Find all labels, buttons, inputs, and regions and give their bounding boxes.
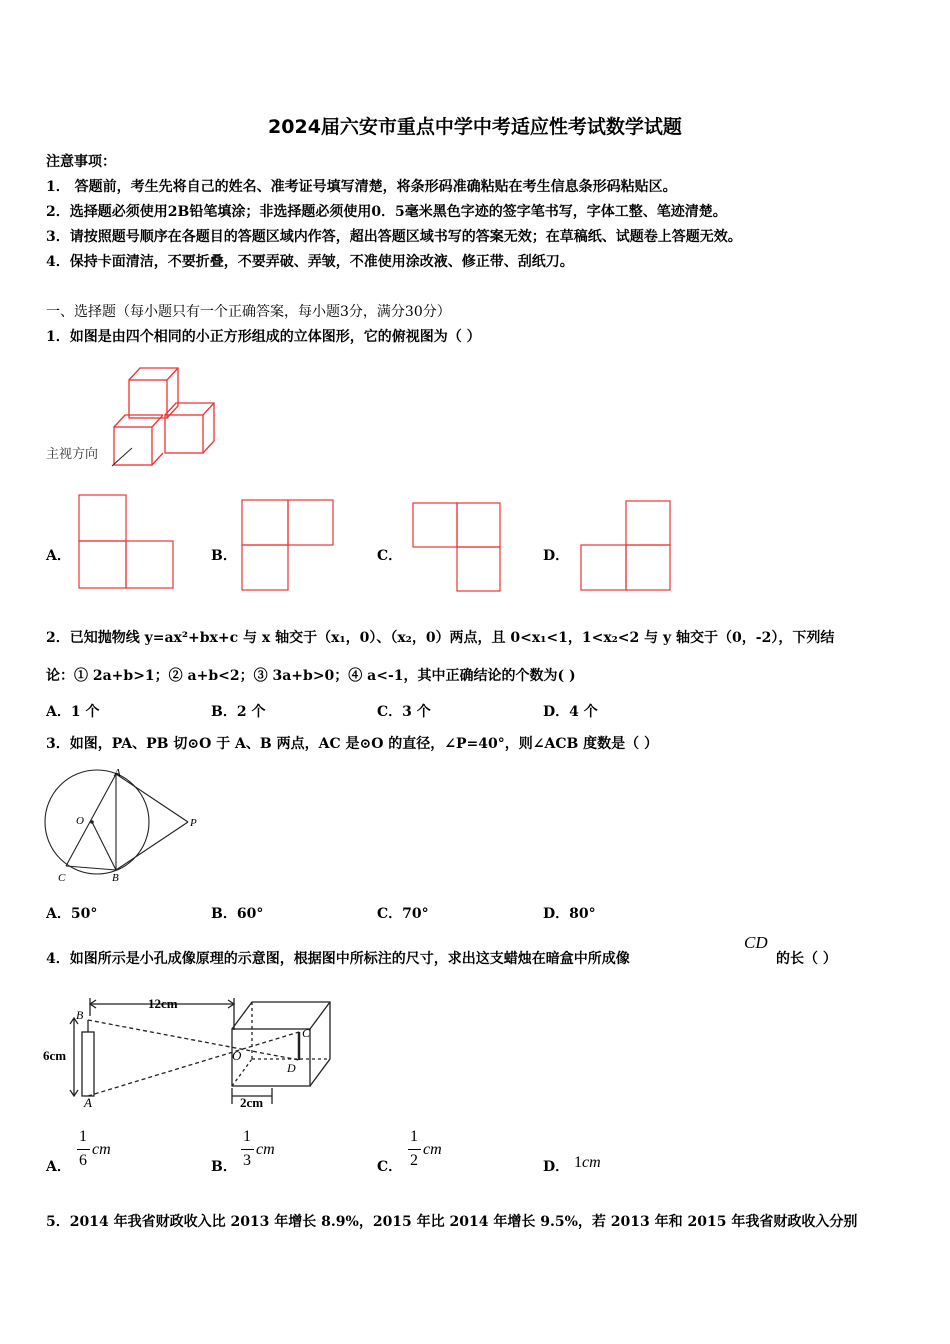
pinhole-figure xyxy=(40,992,330,1114)
label-d: D xyxy=(287,1061,296,1075)
option-b-figure xyxy=(241,499,336,593)
notice-item: 2．选择题必须使用2B铅笔填涂；非选择题必须使用0．5毫米黑色字迹的签字笔书写，字体工整、笔迹清楚。 xyxy=(46,204,727,220)
circle-tangent-figure xyxy=(40,764,210,889)
question-4-stem-a: 4．如图所示是小孔成像原理的示意图，根据图中所标注的尺寸，求出这支蜡烛在暗盒中所成像 xyxy=(46,951,630,967)
option-a: A． xyxy=(46,1159,71,1175)
label-o: O xyxy=(76,815,84,827)
notice-heading: 注意事项： xyxy=(46,154,116,170)
option-c: C．3 个 xyxy=(377,704,431,720)
option-b-unit: cm xyxy=(256,1141,275,1158)
option-d-figure xyxy=(580,500,674,594)
option-d: D．4 个 xyxy=(543,704,598,720)
option-d-unit: cm xyxy=(582,1154,601,1171)
option-a-figure xyxy=(78,494,178,590)
question-4-stem xyxy=(46,949,630,969)
view-direction-label: 主视方向 xyxy=(46,447,99,462)
option-c: C． xyxy=(377,548,403,564)
option-b-denominator: 3 xyxy=(243,1152,251,1169)
fraction-bar xyxy=(241,1149,254,1150)
cube-figure xyxy=(40,360,230,480)
section-heading: 一、选择题（每小题只有一个正确答案，每小题3分，满分30分） xyxy=(46,304,451,320)
label-c: C xyxy=(58,872,66,884)
option-d: D． xyxy=(543,548,570,564)
label-a: A xyxy=(114,767,121,779)
option-a: A．50° xyxy=(46,906,98,922)
option-c-figure xyxy=(412,502,504,594)
option-a: A．1 个 xyxy=(46,704,100,720)
option-a-numerator: 1 xyxy=(79,1128,87,1145)
fraction-bar xyxy=(408,1149,421,1150)
label-p: P xyxy=(190,817,197,829)
dim-2cm: 2cm xyxy=(240,1095,264,1110)
option-d: D． xyxy=(543,1159,570,1175)
option-c: C． xyxy=(377,1159,403,1175)
option-d-number: 1 xyxy=(574,1154,582,1171)
option-b: B．2 个 xyxy=(211,704,266,720)
option-c-unit: cm xyxy=(423,1141,442,1158)
label-o: O xyxy=(232,1048,242,1063)
option-d: D．80° xyxy=(543,906,596,922)
option-b: B．60° xyxy=(211,906,264,922)
option-d-value xyxy=(574,1154,601,1172)
label-a: A xyxy=(84,1095,92,1110)
question-2-line-1: 2．已知抛物线 y=ax²+bx+c 与 x 轴交于（x₁，0）、（x₂，0）两点，且 0<x₁<1，1<x₂<2 与 y 轴交于（0，-2），下列结 xyxy=(46,630,835,646)
notice-item: 4．保持卡面清洁，不要折叠，不要弄破、弄皱，不准使用涂改液、修正带、刮纸刀。 xyxy=(46,254,574,270)
notice-item: 1． 答题前，考生先将自己的姓名、准考证号填写清楚，将条形码准确粘贴在考生信息条形码粘贴区。 xyxy=(46,179,677,195)
option-c: C．70° xyxy=(377,906,429,922)
option-a-denominator: 6 xyxy=(79,1152,87,1169)
option-b: B． xyxy=(211,548,237,564)
dim-12cm: 12cm xyxy=(148,996,178,1011)
question-2-line-2: 论：① 2a+b>1；② a+b<2；③ 3a+b>0；④ a<-1，其中正确结论的个数为( ) xyxy=(46,668,576,684)
label-b: B xyxy=(76,1008,84,1022)
option-a-unit: cm xyxy=(92,1141,111,1158)
label-c: C xyxy=(302,1026,311,1040)
option-b: B． xyxy=(211,1159,237,1175)
page-title: 2024届六安市重点中学中考适应性考试数学试题 xyxy=(268,116,682,138)
label-b: B xyxy=(112,872,119,884)
fraction-bar xyxy=(77,1149,90,1150)
notice-item: 3．请按照题号顺序在各题目的答题区域内作答，超出答题区域书写的答案无效；在草稿纸、试题卷上答题无效。 xyxy=(46,229,742,245)
option-c-numerator: 1 xyxy=(410,1128,418,1145)
question-1-stem: 1．如图是由四个相同的小正方形组成的立体图形，它的俯视图为（ ） xyxy=(46,329,481,345)
question-5-stem: 5．2014 年我省财政收入比 2013 年增长 8.9%，2015 年比 2014 年增长 9.5%，若 2013 年和 2015 年我省财政收入分别 xyxy=(46,1214,858,1230)
option-b-numerator: 1 xyxy=(243,1128,251,1145)
option-c-denominator: 2 xyxy=(410,1152,418,1169)
cd-math: CD xyxy=(744,933,768,952)
question-4-stem-b: 的长（ ） xyxy=(776,951,837,967)
dim-6cm: 6cm xyxy=(43,1048,67,1063)
question-3-stem: 3．如图，PA、PB 切⊙O 于 A、B 两点，AC 是⊙O 的直径，∠P=40°，则∠ACB 度数是（ ） xyxy=(46,736,659,752)
option-a: A． xyxy=(46,548,71,564)
